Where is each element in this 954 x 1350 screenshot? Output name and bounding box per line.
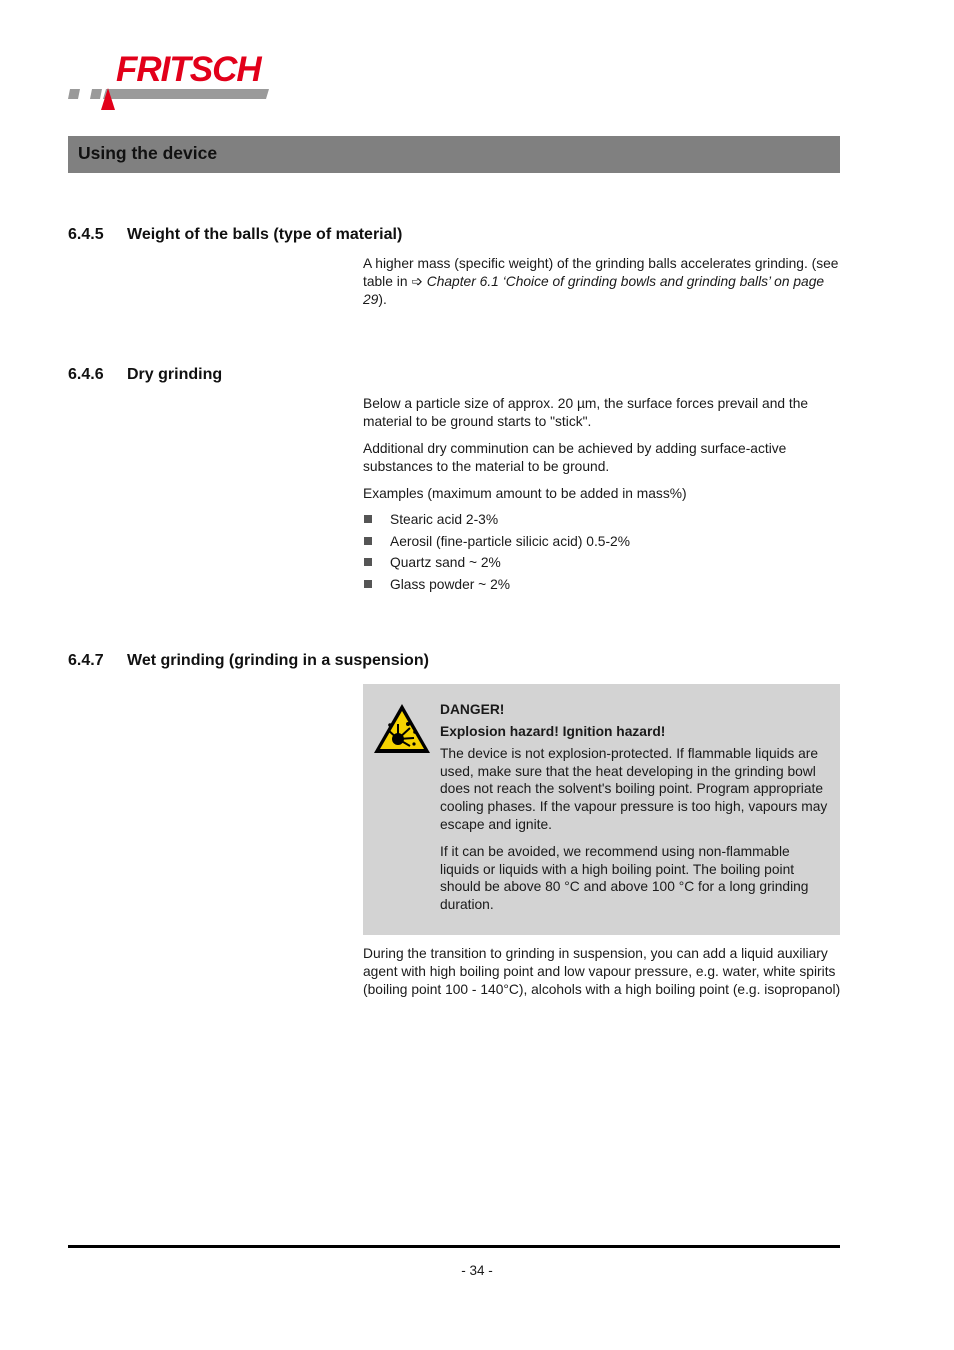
chapter-reference-link[interactable]: Chapter 6.1 ‘Choice of grinding bowls and grinding balls’ on page 29 [363,274,825,307]
footer-rule [68,1245,840,1248]
danger-notice [363,684,840,935]
explosion-hazard-icon [372,702,432,756]
page-number: - 34 - [461,1263,493,1278]
paragraph-particle-size: Below a particle size of approx. 20 µm, the surface forces prevail and the material to be ground starts to "stick". [363,396,809,429]
heading-6-4-7 [68,652,429,670]
additives-list [363,511,833,597]
list-item [363,554,833,576]
heading-number: 6.4.5 [68,226,104,243]
section-title: Using the device [78,143,218,163]
paragraph-text: A higher mass (specific weight) of the grinding balls accelerates grinding. (see table in [363,256,839,289]
heading-number: 6.4.6 [68,366,104,383]
danger-content [440,701,832,914]
list-item-text: Aerosil (fine-particle silicic acid) 0.5-2% [390,533,630,549]
list-item-text: Stearic acid 2-3% [390,512,499,527]
paragraph-text-end: ). [378,292,387,307]
heading-number: 6.4.7 [68,652,104,669]
list-item [363,533,833,555]
list-item [363,511,833,533]
danger-paragraph: If it can be avoided, we recommend using non-flammable liquids or liquids with a high boiling point. The boiling point should be above 80 °C and above 100 °C for a long grinding duration. [440,844,809,912]
fritsch-logo [66,52,286,112]
list-item-text: Glass powder ~ 2% [390,576,511,592]
bullet-square-icon [364,537,372,545]
link-arrow-icon: ➩ [411,274,423,289]
list-item [363,576,833,598]
bullet-square-icon [364,515,372,523]
danger-subtitle: Explosion hazard! Ignition hazard! [440,723,666,739]
paragraph-dry-comminution: Additional dry comminution can be achieved by adding surface-active substances to the material to be ground. [363,441,787,474]
heading-6-4-6 [68,366,222,384]
heading-6-4-5 [68,226,402,244]
bullet-square-icon [364,558,372,566]
section-header-bar [68,136,840,173]
paragraph-suspension: During the transition to grinding in suspension, you can add a liquid auxiliary agent with high boiling point and low vapour pressure, e.g. water, white spirits (boiling point 100 - 140°C), alcohols with a high boiling point (e.g. isopropanol) [363,946,841,997]
heading-title: Dry grinding [127,366,223,383]
list-item-text: Quartz sand ~ 2% [390,555,501,570]
danger-paragraph: The device is not explosion-protected. If flammable liquids are used, make sure that the heat developing in the grinding bowl does not reach the solvent's boiling point. Program appropriate cooling phases. If the vapour pressure is too high, vapours may escape and ignite. [440,746,828,832]
danger-label: DANGER! [440,702,505,717]
logo-text: FRITSCH [116,50,261,89]
heading-title: Wet grinding (grinding in a suspension) [127,652,429,669]
heading-title: Weight of the balls (type of material) [127,226,403,243]
bullet-square-icon [364,580,372,588]
paragraph-examples: Examples (maximum amount to be added in mass%) [363,486,687,501]
paragraph-ball-weight [363,255,841,309]
